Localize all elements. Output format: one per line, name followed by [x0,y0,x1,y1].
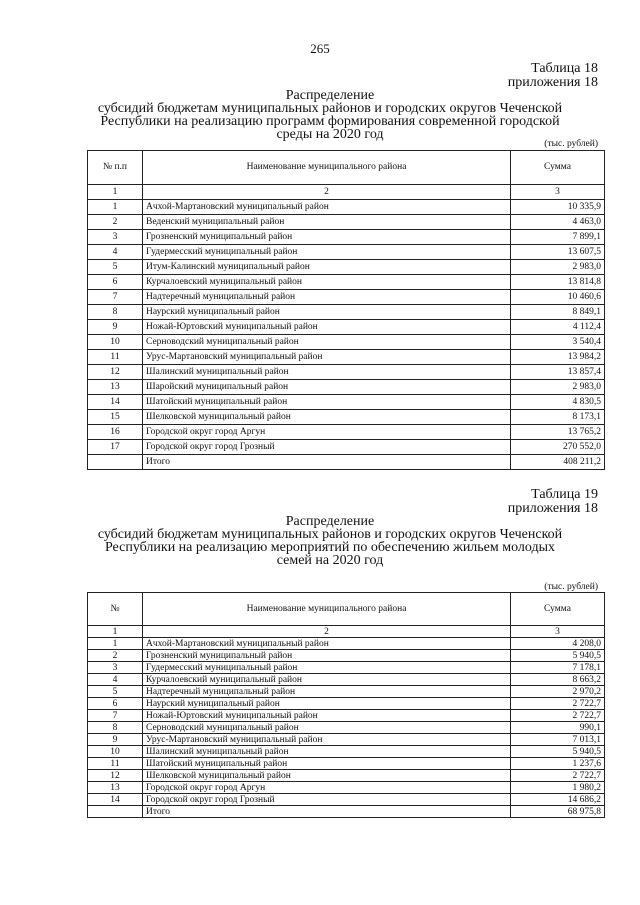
table18-sum-cell: 10 460,6 [511,290,605,305]
table18-sum-cell: 13 857,4 [511,365,605,380]
table19-name-cell: Итого [143,806,511,818]
table19-title [80,515,580,567]
table18-sum-cell: 13 984,2 [511,350,605,365]
table18-number-cell: 6 [88,275,143,290]
table19-name-cell: 2 [143,626,511,638]
table19-caption [508,488,598,516]
table19-name-cell: Ножай-Юртовский муниципальный район [143,710,511,722]
table18-sum-cell: 4 112,4 [511,320,605,335]
table18-sum-cell: 2 983,0 [511,260,605,275]
table18-sum-cell: 8 849,1 [511,305,605,320]
table18-name-cell: Надтеречный муниципальный район [143,290,511,305]
table19-row [88,794,605,806]
table19-header-name: Наименование муниципального района [143,593,511,626]
table18-name-cell: Итого [143,455,511,470]
table18-row [88,410,605,425]
table19-sum-cell: 990,1 [511,722,605,734]
table18-number-cell: 17 [88,440,143,455]
table18-name-cell: Итум-Калинский муниципальный район [143,260,511,275]
table18-sum-cell: 270 552,0 [511,440,605,455]
table19-sum-cell: 4 208,0 [511,638,605,650]
table18-number-cell: 12 [88,365,143,380]
table18-name-cell: Грозненский муниципальный район [143,230,511,245]
table19-name-cell: Шатойский муниципальный район [143,758,511,770]
table18-name-cell: Ачхой-Мартановский муниципальный район [143,200,511,215]
table19-name-cell: Городской округ город Аргун [143,782,511,794]
table18-total-row [88,455,605,470]
table19-sum-cell: 7 013,1 [511,734,605,746]
table19-column-numbers-row [88,626,605,638]
table18-row [88,320,605,335]
table18-number-cell: 2 [88,215,143,230]
table18-caption [508,62,598,90]
table19-sum-cell: 2 722,7 [511,770,605,782]
table18-row [88,380,605,395]
table19-sum-cell: 2 970,2 [511,686,605,698]
table19-name-cell: Серноводский муниципальный район [143,722,511,734]
table18-sum-cell: 8 173,1 [511,410,605,425]
table19-number-cell: 13 [88,782,143,794]
table18-row [88,275,605,290]
table19-sum-cell: 3 [511,626,605,638]
table18-caption-line2: приложения 18 [507,75,598,90]
table18-number-cell: 13 [88,380,143,395]
table18-title-line4: среды на 2020 год [276,127,384,142]
table19-number-cell: 9 [88,734,143,746]
table18-header-sum: Сумма [511,151,605,185]
table18-sum-cell: 2 983,0 [511,380,605,395]
table19-total-row [88,806,605,818]
table18-number-cell: 5 [88,260,143,275]
table18-header-name: Наименование муниципального района [143,151,511,185]
table18-name-cell: 2 [143,185,511,200]
table18-caption-line1: Таблица 18 [531,61,598,76]
table18-row [88,260,605,275]
table19-number-cell: 10 [88,746,143,758]
table19-number-cell: 11 [88,758,143,770]
table18-number-cell [88,455,143,470]
table18-row [88,305,605,320]
table18-number-cell: 10 [88,335,143,350]
table19-title-line2: субсидий бюджетам муниципальных районов и городских округов Чеченской [97,527,563,542]
table18-row [88,440,605,455]
table19-name-cell: Наурский муниципальный район [143,698,511,710]
table18-sum-cell: 10 335,9 [511,200,605,215]
table19-sum-cell: 2 722,7 [511,698,605,710]
table19-row [88,770,605,782]
table18-number-cell: 3 [88,230,143,245]
table18-name-cell: Городской округ город Аргун [143,425,511,440]
table19-name-cell: Урус-Мартановский муниципальный район [143,734,511,746]
table18-name-cell: Серноводский муниципальный район [143,335,511,350]
table19-row [88,758,605,770]
table18-number-cell: 14 [88,395,143,410]
table18-number-cell: 15 [88,410,143,425]
table18-title-line1: Распределение [285,88,375,103]
table19-number-cell: 1 [88,626,143,638]
table18-name-cell: Наурский муниципальный район [143,305,511,320]
table18-number-cell: 11 [88,350,143,365]
table19-number-cell [88,806,143,818]
table19-name-cell: Гудермесский муниципальный район [143,662,511,674]
table19-units: (тыс. рублей) [544,582,598,592]
table18-number-cell: 1 [88,185,143,200]
table18-sum-cell: 4 830,5 [511,395,605,410]
table18-row [88,350,605,365]
table19-name-cell: Городской округ город Грозный [143,794,511,806]
table19-body [88,626,605,818]
table19-number-cell: 6 [88,698,143,710]
table19-title-line1: Распределение [285,514,375,529]
table19-row [88,662,605,674]
table18-number-cell: 8 [88,305,143,320]
table18-title [80,89,580,141]
table19-number-cell: 12 [88,770,143,782]
table18-number-cell: 7 [88,290,143,305]
table19-header-sum: Сумма [511,593,605,626]
table19-caption-line2: приложения 18 [507,501,598,516]
table18-body [88,185,605,470]
table18-number-cell: 16 [88,425,143,440]
table18-name-cell: Шатойский муниципальный район [143,395,511,410]
table18-row [88,365,605,380]
table19-row [88,674,605,686]
table19-name-cell: Ачхой-Мартановский муниципальный район [143,638,511,650]
table19-number-cell: 14 [88,794,143,806]
table18-row [88,215,605,230]
table19-sum-cell: 1 237,6 [511,758,605,770]
table18-name-cell: Городской округ город Грозный [143,440,511,455]
table18-name-cell: Шаройский муниципальный район [143,380,511,395]
table18-sum-cell: 13 607,5 [511,245,605,260]
table18-name-cell: Шелковской муниципальный район [143,410,511,425]
table19-row [88,698,605,710]
table18-name-cell: Шалинский муниципальный район [143,365,511,380]
table18-name-cell: Гудермесский муниципальный район [143,245,511,260]
table18-units: (тыс. рублей) [544,139,598,149]
table19-row [88,734,605,746]
table18-row [88,335,605,350]
table18-sum-cell: 3 [511,185,605,200]
table19-row [88,782,605,794]
table18-title-line3: Республики на реализацию программ формирования современной городской [100,114,560,129]
table19-title-line3: Республики на реализацию мероприятий по обеспечению жильем молодых [104,540,556,555]
table18-name-cell: Курчалоевский муниципальный район [143,275,511,290]
table19-number-cell: 5 [88,686,143,698]
table19-sum-cell: 1 980,2 [511,782,605,794]
table19-name-cell: Курчалоевский муниципальный район [143,674,511,686]
table19-row [88,746,605,758]
table18-number-cell: 4 [88,245,143,260]
table18-row [88,425,605,440]
table18-row [88,245,605,260]
table19-number-cell: 4 [88,674,143,686]
table19-number-cell: 2 [88,650,143,662]
table19-sum-cell: 8 663,2 [511,674,605,686]
table19-header-row [88,593,605,626]
table18-row [88,230,605,245]
table18-sum-cell: 3 540,4 [511,335,605,350]
table19-sum-cell: 5 940,5 [511,746,605,758]
table18-number-cell: 1 [88,200,143,215]
table18-sum-cell: 4 463,0 [511,215,605,230]
table19-sum-cell: 68 975,8 [511,806,605,818]
table19-sum-cell: 2 722,7 [511,710,605,722]
table19-name-cell: Шелковской муниципальный район [143,770,511,782]
table19-name-cell: Надтеречный муниципальный район [143,686,511,698]
table19-number-cell: 3 [88,662,143,674]
table18-row [88,395,605,410]
table19-row [88,710,605,722]
table19-header-number: № [88,593,143,626]
table19-name-cell: Шалинский муниципальный район [143,746,511,758]
table19-row [88,686,605,698]
table18-sum-cell: 13 765,2 [511,425,605,440]
table19-number-cell: 8 [88,722,143,734]
table19-row [88,722,605,734]
table18-header-number: № п.п [88,151,143,185]
table18-sum-cell: 408 211,2 [511,455,605,470]
table18-row [88,290,605,305]
table19-sum-cell: 14 686,2 [511,794,605,806]
table18-name-cell: Ножай-Юртовский муниципальный район [143,320,511,335]
table18-name-cell: Веденский муниципальный район [143,215,511,230]
table18-sum-cell: 7 899,1 [511,230,605,245]
table19-number-cell: 1 [88,638,143,650]
table18-header-row [88,151,605,185]
table18-row [88,200,605,215]
table18-number-cell: 9 [88,320,143,335]
table18 [87,150,605,470]
table19-name-cell: Грозненский муниципальный район [143,650,511,662]
table19-number-cell: 7 [88,710,143,722]
table19-row [88,638,605,650]
table18-title-line2: субсидий бюджетам муниципальных районов и городских округов Чеченской [97,101,563,116]
table18-column-numbers-row [88,185,605,200]
table19-sum-cell: 5 940,5 [511,650,605,662]
table19-caption-line1: Таблица 19 [531,487,598,502]
table18-name-cell: Урус-Мартановский муниципальный район [143,350,511,365]
table19 [87,592,605,818]
table19-title-line4: семей на 2020 год [276,553,384,568]
table18-sum-cell: 13 814,8 [511,275,605,290]
page-number: 265 [310,41,330,56]
table19-row [88,650,605,662]
table19-sum-cell: 7 178,1 [511,662,605,674]
